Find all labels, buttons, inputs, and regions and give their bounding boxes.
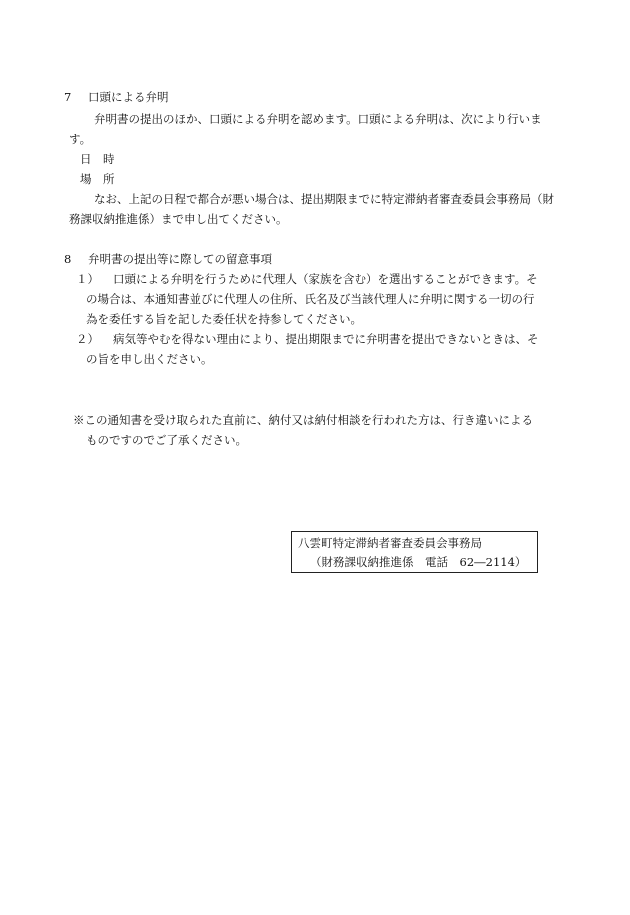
item-1-line-3: 為を委任する旨を記した委任状を持参してください。: [86, 312, 362, 326]
office-name: 八雲町特定滞納者審査委員会事務局: [298, 536, 482, 550]
section-7-body-line-1: 弁明書の提出のほか、口頭による弁明を認めます。口頭による弁明は、次により行いま: [94, 112, 542, 126]
item-2-number: ２）: [76, 332, 99, 346]
section-7-body-line-2: す。: [69, 132, 92, 146]
item-2-line-2: の旨を申し出ください。: [86, 352, 213, 366]
office-contact: （財務課収納推進係 電話 62―2114）: [310, 555, 527, 569]
notice-line-2: ものですのでご了承ください。: [86, 433, 247, 447]
place-label: 場 所: [80, 172, 115, 186]
section-7-note-line-2: 務課収納推進係）まで申し出てください。: [69, 212, 288, 226]
item-1-line-2: の場合は、本通知書並びに代理人の住所、氏名及び当該代理人に弁明に関する一切の行: [86, 292, 535, 306]
section-7-number: 7: [64, 90, 72, 104]
item-1-line-1: 口頭による弁明を行うために代理人（家族を含む）を選出することができます。そ: [113, 272, 538, 286]
item-2-line-1: 病気等やむを得ない理由により、提出期限までに弁明書を提出できないときは、そ: [113, 332, 539, 346]
section-8-number: 8: [64, 252, 72, 266]
section-7-heading: 口頭による弁明: [88, 90, 169, 104]
date-label: 日 時: [80, 152, 115, 166]
item-1-number: １）: [76, 272, 99, 286]
section-7-note-line-1: なお、上記の日程で都合が悪い場合は、提出期限までに特定滞納者審査委員会事務局（財: [94, 192, 554, 206]
section-8-heading: 弁明書の提出等に際しての留意事項: [88, 252, 272, 266]
notice-line-1: ※この通知書を受け取られた直前に、納付又は納付相談を行われた方は、行き違いによる: [73, 413, 533, 427]
